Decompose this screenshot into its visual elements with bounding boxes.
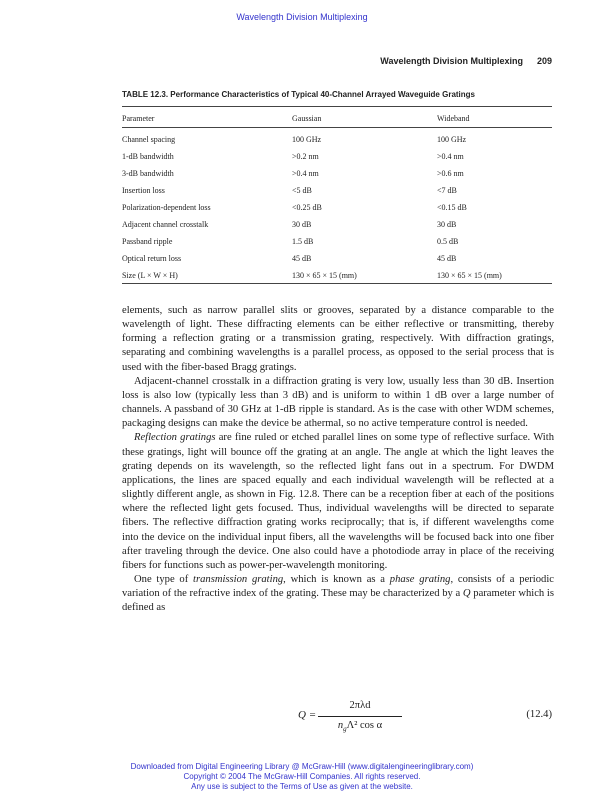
column-header: Parameter	[122, 114, 155, 123]
italic-term: phase grating	[389, 573, 451, 585]
performance-table	[122, 110, 552, 284]
table-cell: 0.5 dB	[437, 237, 459, 246]
table-cell: 30 dB	[437, 220, 457, 229]
table-cell: <5 dB	[292, 186, 312, 195]
table-cell: >0.6 nm	[437, 169, 464, 178]
table-caption: TABLE 12.3. Performance Characteristics of Typical 40-Channel Arrayed Waveguide Gratings	[122, 90, 475, 99]
table-row	[122, 250, 552, 267]
table-cell: 45 dB	[437, 254, 457, 263]
italic-symbol: Q	[462, 588, 471, 600]
table-cell: 1-dB bandwidth	[122, 152, 174, 161]
table-cell: 100 GHz	[292, 135, 322, 144]
table-row	[122, 199, 552, 216]
table-cell: Polarization-dependent loss	[122, 203, 211, 212]
equation-numerator: 2πλd	[318, 700, 402, 717]
column-header: Gaussian	[292, 114, 322, 123]
table-row	[122, 182, 552, 199]
table-cell: <7 dB	[437, 186, 457, 195]
equation-fraction	[318, 700, 402, 733]
table-cell: 100 GHz	[437, 135, 467, 144]
table-cell: Channel spacing	[122, 135, 176, 144]
paragraph: Adjacent-channel crosstalk in a diffraction grating is very low, usually less than 30 dB. Insertion loss is also low (typically less than 3 dB) and is uniform to within 1 dB over a large number of channels. A passband of 30 GHz at 1-dB ripple is standard. As is the case with other WDM schemes, packaging designs can make the device be athermal, so no active temperature control is needed.	[122, 375, 554, 430]
table-cell: <0.25 dB	[292, 203, 322, 212]
table-cell: 1.5 dB	[292, 237, 314, 246]
table-row	[122, 233, 552, 250]
table-cell: 130 × 65 × 15 (mm)	[437, 271, 502, 280]
italic-term: Reflection gratings	[134, 432, 216, 444]
table-row	[122, 148, 552, 165]
table-cell: 3-dB bandwidth	[122, 169, 174, 178]
top-link[interactable]: Wavelength Division Multiplexing	[236, 12, 368, 22]
footer-download-link[interactable]: Downloaded from Digital Engineering Library @ McGraw-Hill (www.digitalengineeringlibrary.com)	[130, 762, 474, 771]
footer-terms-link[interactable]: Any use is subject to the Terms of Use as given at the website.	[191, 782, 413, 791]
table-top-rule	[122, 106, 552, 107]
table-row	[122, 216, 552, 233]
paragraph: One type of transmission grating, which is known as a phase grating, consists of a periodic variation of the refractive index of the grating. These may be characterized by a Q parameter which is defined as	[122, 573, 554, 614]
table-cell: Insertion loss	[122, 186, 165, 195]
table-row	[122, 131, 552, 148]
table-cell: <0.15 dB	[437, 203, 467, 212]
table-cell: >0.4 nm	[292, 169, 319, 178]
table-cell: >0.4 nm	[437, 152, 464, 161]
table-cell: Optical return loss	[122, 254, 182, 263]
equation-block	[122, 700, 554, 738]
paragraph: Reflection gratings are fine ruled or etched parallel lines on some type of reflective surface. With these gratings, light will bounce off the grating at an angle. The angle at which the light leaves the grating depends on its wavelength, so the reflected light fans out in a spectrum. For DWDM applications, the lines are spaced equally and each individual wavelength will be reflected at a slightly different angle, as shown in Fig. 12.8. There can be a reception fiber at each of the positions where the reflected light gets focused. Thus, individual wavelengths will be directed to separate fibers. The reflective diffraction grating works reciprocally; that is, if different wavelengths come into the device on the individual input fibers, all the wavelengths will be focused back into one fiber after traveling through the device. One also could have a photodiode array in place of the receiving fibers for functions such as power-per-wavelength monitoring.	[122, 432, 554, 571]
table-cell: 30 dB	[292, 220, 312, 229]
table-header-row	[122, 110, 552, 127]
table-cell: Adjacent channel crosstalk	[122, 220, 209, 229]
table-cell: >0.2 nm	[292, 152, 319, 161]
table-cell: Passband ripple	[122, 237, 173, 246]
paragraph: elements, such as narrow parallel slits or grooves, separated by a distance comparable to the wavelength of light. These diffracting elements can be either reflective or transmitting, thereby forming a reflection grating or a transmission grating, respectively. With diffraction gratings, separating and combining wavelengths is a parallel process, as opposed to the serial process that is used with the fiber-based Bragg gratings.	[122, 305, 554, 373]
running-header	[380, 56, 552, 66]
equation-lhs: Q =	[298, 709, 317, 721]
italic-term: transmission grating	[193, 573, 284, 585]
page-number: 209	[536, 56, 552, 66]
table-cell: 45 dB	[292, 254, 312, 263]
running-title: Wavelength Division Multiplexing	[380, 56, 523, 66]
footer-copyright: Copyright © 2004 The McGraw-Hill Companies. All rights reserved.	[183, 772, 421, 781]
table-row	[122, 165, 552, 182]
footer	[0, 762, 604, 792]
table-cell: Size (L × W × H)	[122, 271, 178, 280]
equation-denominator: $n_g\Lambda^2$ cos α	[337, 720, 383, 734]
table-row	[122, 267, 552, 284]
column-header: Wideband	[437, 114, 470, 123]
equation-number: (12.4)	[526, 709, 552, 720]
table-cell: 130 × 65 × 15 (mm)	[292, 271, 357, 280]
body-text	[122, 304, 554, 615]
